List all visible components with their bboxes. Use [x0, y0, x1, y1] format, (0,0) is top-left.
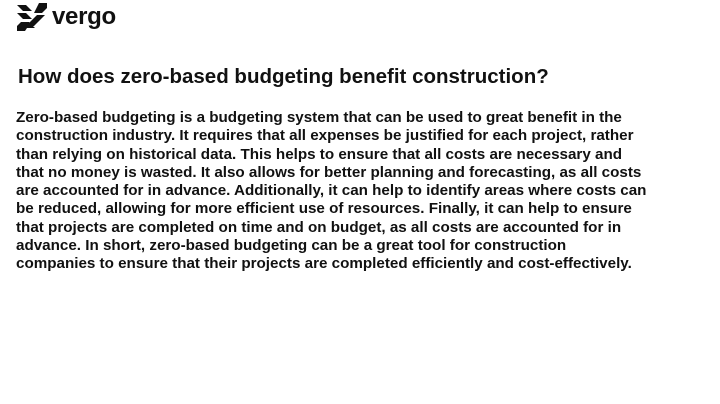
page-title: How does zero-based budgeting benefit construction?	[18, 65, 549, 88]
brand-name[interactable]: vergo	[52, 3, 116, 30]
article-body: Zero-based budgeting is a budgeting system that can be used to great benefit in the construction industry. It requires that all expenses be justified for each project, rather than relying on historical data. This helps to ensure that all costs are necessary and that no money is wasted. It also allows for better planning and forecasting, as all costs are accounted for in advance. Additionally, it can help to identify areas where costs can be reduced, allowing for more efficient use of resources. Finally, it can help to ensure that projects are completed on time and on budget, as all costs are accounted for in advance. In short, zero-based budgeting can be a great tool for construction companies to ensure that their projects are completed efficiently and cost-effectively.	[16, 109, 647, 273]
vergo-logo-icon	[17, 3, 47, 31]
header	[17, 3, 116, 31]
